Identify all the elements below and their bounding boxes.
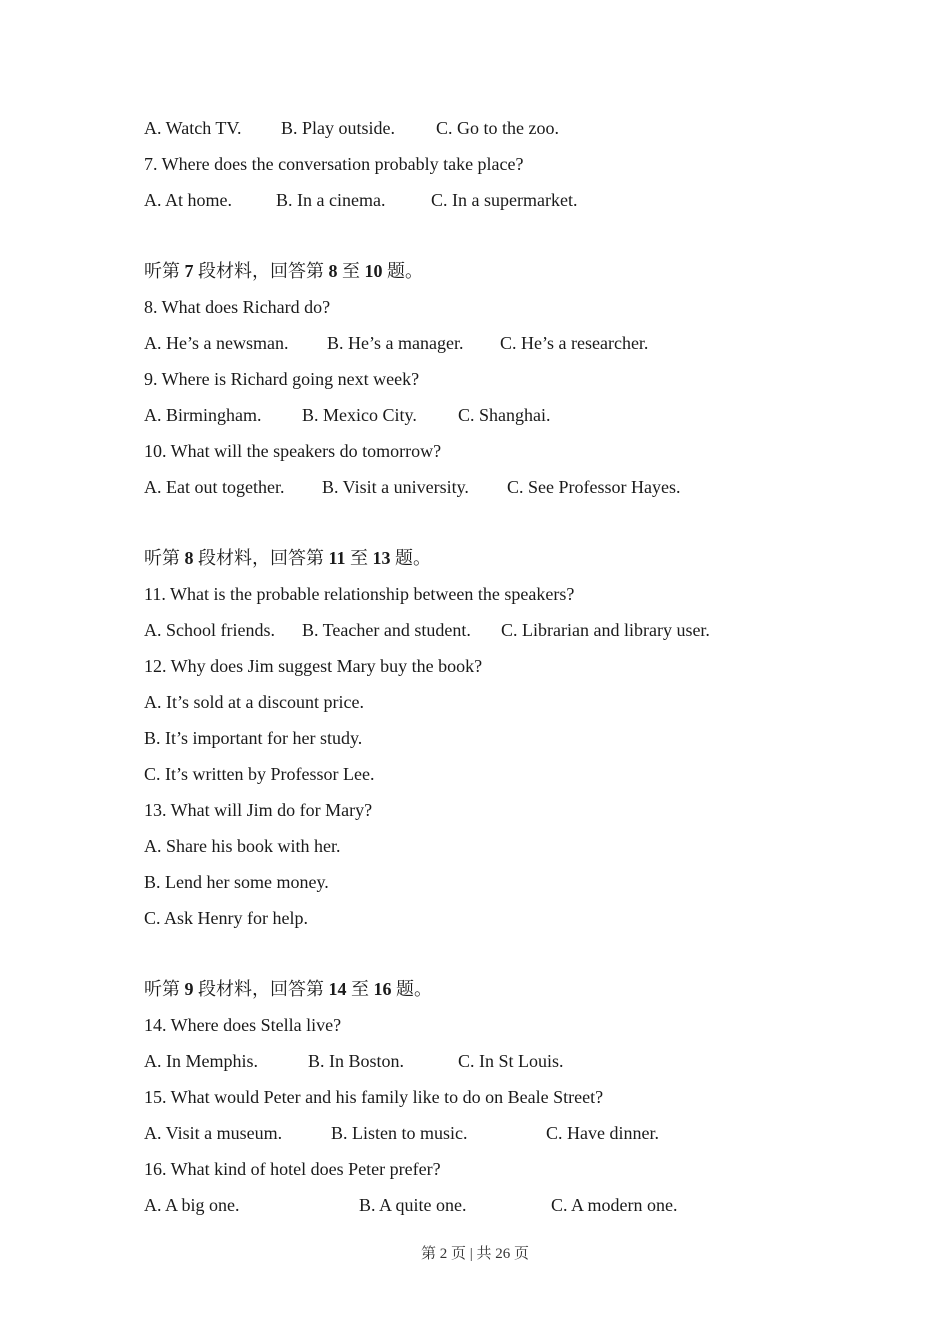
q16-question: 16. What kind of hotel does Peter prefer? [144, 1159, 441, 1179]
q7-question: 7. Where does the conversation probably take place? [144, 154, 524, 174]
q6-option-a: A. Watch TV. [144, 118, 242, 138]
q8-question: 8. What does Richard do? [144, 297, 331, 317]
q13-question: 13. What will Jim do for Mary? [144, 800, 373, 820]
q9-question: 9. Where is Richard going next week? [144, 369, 420, 389]
q14-option-c: C. In St Louis. [458, 1051, 564, 1071]
q9-option-a: A. Birmingham. [144, 405, 262, 425]
section-9-heading: 听第 9 段材料，回答第 14 至 16 题。 [144, 979, 432, 999]
q7-option-c: C. In a supermarket. [431, 190, 578, 210]
q15-option-b: B. Listen to music. [331, 1123, 468, 1143]
page-footer: 第 2 页 | 共 26 页 [420, 1246, 529, 1262]
q12-question: 12. Why does Jim suggest Mary buy the book? [144, 656, 483, 676]
q8-option-b: B. He’s a manager. [327, 333, 464, 353]
q9-option-c: C. Shanghai. [458, 405, 551, 425]
q7-option-a: A. At home. [144, 190, 232, 210]
q9-option-b: B. Mexico City. [302, 405, 417, 425]
q12-option-c: C. It’s written by Professor Lee. [144, 764, 375, 784]
q6-option-c: C. Go to the zoo. [436, 118, 559, 138]
q8-option-a: A. He’s a newsman. [144, 333, 289, 353]
q7-option-b: B. In a cinema. [276, 190, 386, 210]
q8-option-c: C. He’s a researcher. [500, 333, 649, 353]
q10-option-c: C. See Professor Hayes. [507, 477, 681, 497]
q15-question: 15. What would Peter and his family like to do on Beale Street? [144, 1087, 604, 1107]
q15-option-a: A. Visit a museum. [144, 1123, 283, 1143]
q11-question: 11. What is the probable relationship between the speakers? [144, 584, 575, 604]
q16-option-a: A. A big one. [144, 1195, 240, 1215]
q12-option-a: A. It’s sold at a discount price. [144, 692, 364, 712]
section-8-heading: 听第 8 段材料，回答第 11 至 13 题。 [144, 548, 432, 568]
q10-question: 10. What will the speakers do tomorrow? [144, 441, 442, 461]
section-7-heading: 听第 7 段材料，回答第 8 至 10 题。 [144, 261, 423, 281]
q14-question: 14. Where does Stella live? [144, 1015, 342, 1035]
q11-option-a: A. School friends. [144, 620, 275, 640]
q14-option-b: B. In Boston. [308, 1051, 405, 1071]
q10-option-b: B. Visit a university. [322, 477, 469, 497]
q14-option-a: A. In Memphis. [144, 1051, 258, 1071]
q11-option-b: B. Teacher and student. [302, 620, 471, 640]
q13-option-a: A. Share his book with her. [144, 836, 341, 856]
q15-option-c: C. Have dinner. [546, 1123, 659, 1143]
q16-option-b: B. A quite one. [359, 1195, 467, 1215]
q13-option-c: C. Ask Henry for help. [144, 908, 308, 928]
q6-option-b: B. Play outside. [281, 118, 396, 138]
q10-option-a: A. Eat out together. [144, 477, 285, 497]
q16-option-c: C. A modern one. [551, 1195, 678, 1215]
q13-option-b: B. Lend her some money. [144, 872, 329, 892]
q11-option-c: C. Librarian and library user. [501, 620, 710, 640]
q12-option-b: B. It’s important for her study. [144, 728, 363, 748]
